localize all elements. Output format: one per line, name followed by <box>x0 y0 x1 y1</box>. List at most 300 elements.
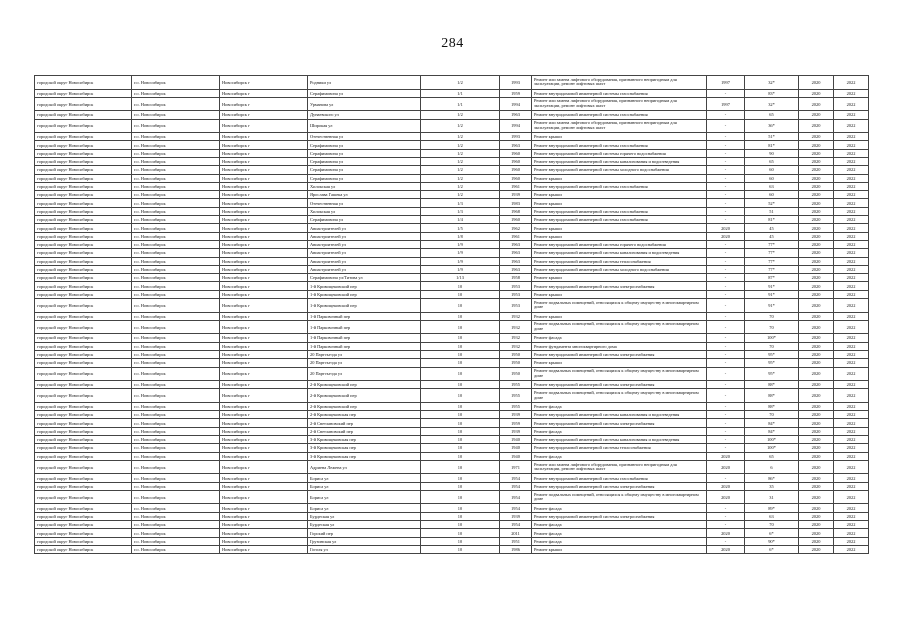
cell-last-repair-year: 2020 <box>707 460 745 474</box>
cell-municipality: городской округ Новосибирск <box>35 257 132 265</box>
cell-wear-percent: 60 <box>745 174 799 182</box>
cell-house-number: 10 <box>421 299 500 313</box>
cell-start-year: 2020 <box>799 97 834 111</box>
cell-street: Серафимовича ул <box>308 149 421 157</box>
cell-municipality: городской округ Новосибирск <box>35 157 132 165</box>
cell-start-year: 2020 <box>799 402 834 410</box>
cell-house-number: 10 <box>421 312 500 320</box>
cell-city: Новосибирск г <box>220 389 308 403</box>
cell-street: 2-й Кривощековский пер <box>308 389 421 403</box>
cell-house-number: 10 <box>421 537 500 545</box>
cell-house-number: 1/2 <box>421 149 500 157</box>
cell-street: Авиастроителей ул <box>308 224 421 232</box>
cell-start-year: 2020 <box>799 290 834 298</box>
cell-build-year: 1939 <box>500 427 532 435</box>
cell-work-type: Ремонт внутридомовой инженерной системы газоснабжения <box>532 89 707 97</box>
cell-last-repair-year: - <box>707 389 745 403</box>
cell-wear-percent: 90* <box>745 537 799 545</box>
cell-end-year: 2022 <box>834 224 869 232</box>
cell-last-repair-year: - <box>707 402 745 410</box>
cell-house-number: 1/3 <box>421 199 500 207</box>
cell-city: Новосибирск г <box>220 249 308 257</box>
cell-end-year: 2022 <box>834 381 869 389</box>
cell-end-year: 2022 <box>834 274 869 282</box>
cell-start-year: 2020 <box>799 474 834 482</box>
cell-settlement-type: г.о. Новосибирск <box>132 224 220 232</box>
cell-city: Новосибирск г <box>220 174 308 182</box>
cell-wear-percent: 60 <box>745 166 799 174</box>
cell-street: Грузинская ул <box>308 537 421 545</box>
cell-last-repair-year: - <box>707 350 745 358</box>
cell-street: Серафимовича ул/Титова ул <box>308 274 421 282</box>
cell-house-number: 1/2 <box>421 166 500 174</box>
cell-work-type: Ремонт внутридомовой инженерной системы газоснабжения <box>532 141 707 149</box>
cell-house-number: 1/2 <box>421 174 500 182</box>
cell-municipality: городской округ Новосибирск <box>35 512 132 520</box>
cell-city: Новосибирск г <box>220 149 308 157</box>
cell-municipality: городской округ Новосибирск <box>35 166 132 174</box>
cell-work-type: Ремонт внутридомовой инженерной системы газоснабжения <box>532 207 707 215</box>
cell-end-year: 2022 <box>834 240 869 248</box>
cell-build-year: 1932 <box>500 334 532 342</box>
cell-wear-percent: 91* <box>745 299 799 313</box>
cell-house-number: 1/9 <box>421 249 500 257</box>
cell-build-year: 1963 <box>500 141 532 149</box>
cell-last-repair-year: - <box>707 299 745 313</box>
table-row <box>35 512 869 520</box>
cell-municipality: городской округ Новосибирск <box>35 199 132 207</box>
cell-wear-percent: 65 <box>745 111 799 119</box>
cell-city: Новосибирск г <box>220 207 308 215</box>
cell-wear-percent: 95* <box>745 367 799 381</box>
cell-house-number: 1/4 <box>421 216 500 224</box>
cell-wear-percent: 84* <box>745 419 799 427</box>
cell-settlement-type: г.о. Новосибирск <box>132 490 220 504</box>
cell-street: Авиастроителей ул <box>308 265 421 273</box>
cell-build-year: 1954 <box>500 474 532 482</box>
cell-build-year: 1954 <box>500 504 532 512</box>
cell-house-number: 10 <box>421 334 500 342</box>
cell-street: Серафимовича ул <box>308 166 421 174</box>
cell-settlement-type: г.о. Новосибирск <box>132 166 220 174</box>
table-row <box>35 191 869 199</box>
cell-start-year: 2020 <box>799 111 834 119</box>
cell-settlement-type: г.о. Новосибирск <box>132 436 220 444</box>
cell-build-year: 1958 <box>500 274 532 282</box>
cell-build-year: 1950 <box>500 359 532 367</box>
cell-end-year: 2022 <box>834 89 869 97</box>
cell-wear-percent: 45 <box>745 224 799 232</box>
cell-wear-percent: 51 <box>745 207 799 215</box>
cell-settlement-type: г.о. Новосибирск <box>132 149 220 157</box>
cell-municipality: городской округ Новосибирск <box>35 389 132 403</box>
table-row <box>35 224 869 232</box>
cell-last-repair-year: - <box>707 521 745 529</box>
cell-work-type: Ремонт внутридомовой инженерной системы газоснабжения <box>532 182 707 190</box>
cell-city: Новосибирск г <box>220 191 308 199</box>
cell-municipality: городской округ Новосибирск <box>35 282 132 290</box>
cell-work-type: Ремонт внутридомовой инженерной системы канализования и водоотведения <box>532 411 707 419</box>
cell-settlement-type: г.о. Новосибирск <box>132 334 220 342</box>
cell-wear-percent: 88* <box>745 381 799 389</box>
cell-settlement-type: г.о. Новосибирск <box>132 427 220 435</box>
cell-build-year: 1953 <box>500 299 532 313</box>
cell-wear-percent: 100* <box>745 436 799 444</box>
cell-build-year: 1939 <box>500 191 532 199</box>
cell-end-year: 2022 <box>834 359 869 367</box>
cell-street: Серафимовича ул <box>308 141 421 149</box>
cell-start-year: 2020 <box>799 257 834 265</box>
table-row <box>35 359 869 367</box>
cell-wear-percent: 32* <box>745 97 799 111</box>
cell-wear-percent: 70 <box>745 312 799 320</box>
cell-municipality: городской округ Новосибирск <box>35 545 132 553</box>
cell-end-year: 2022 <box>834 174 869 182</box>
cell-last-repair-year: - <box>707 199 745 207</box>
cell-work-type: Ремонт подвальных помещений, относящихся к общему имуществу в многоквартирном доме <box>532 299 707 313</box>
cell-municipality: городской округ Новосибирск <box>35 490 132 504</box>
cell-street: Бориса ул <box>308 490 421 504</box>
cell-house-number: 1/9 <box>421 240 500 248</box>
table-row <box>35 521 869 529</box>
cell-street: Серафимовича ул <box>308 89 421 97</box>
cell-work-type: Ремонт внутридомовой инженерной системы газоснабжения <box>532 216 707 224</box>
cell-work-type: Ремонт подвальных помещений, относящихся к общему имуществу в многоквартирном доме <box>532 490 707 504</box>
cell-last-repair-year: - <box>707 182 745 190</box>
cell-street: 1-й Кривощековский пер <box>308 299 421 313</box>
cell-street: Бориса ул <box>308 482 421 490</box>
cell-street: Дунаевского ул <box>308 111 421 119</box>
table-row <box>35 320 869 334</box>
cell-end-year: 2022 <box>834 436 869 444</box>
cell-last-repair-year: - <box>707 427 745 435</box>
cell-settlement-type: г.о. Новосибирск <box>132 249 220 257</box>
cell-wear-percent: 65 <box>745 157 799 165</box>
table-row <box>35 312 869 320</box>
cell-end-year: 2022 <box>834 111 869 119</box>
cell-city: Новосибирск г <box>220 216 308 224</box>
cell-street: Бурдеская ул <box>308 512 421 520</box>
cell-house-number: 1/2 <box>421 119 500 133</box>
cell-work-type: Ремонт внутридомовой инженерной системы газоснабжения <box>532 111 707 119</box>
cell-build-year: 1960 <box>500 216 532 224</box>
table-row <box>35 149 869 157</box>
cell-house-number: 10 <box>421 529 500 537</box>
cell-work-type: Ремонт внутридомовой инженерной системы электроснабжения <box>532 482 707 490</box>
table-row <box>35 367 869 381</box>
cell-municipality: городской округ Новосибирск <box>35 342 132 350</box>
cell-city: Новосибирск г <box>220 157 308 165</box>
cell-municipality: городской округ Новосибирск <box>35 529 132 537</box>
cell-city: Новосибирск г <box>220 76 308 90</box>
cell-settlement-type: г.о. Новосибирск <box>132 411 220 419</box>
cell-street: 2-й Кривощековская пер <box>308 411 421 419</box>
cell-house-number: 1/1 <box>421 97 500 111</box>
cell-municipality: городской округ Новосибирск <box>35 452 132 460</box>
cell-build-year: 1968 <box>500 207 532 215</box>
cell-house-number: 10 <box>421 381 500 389</box>
cell-last-repair-year: - <box>707 119 745 133</box>
cell-work-type: Ремонт внутридомовой инженерной системы канализования и водоотведения <box>532 436 707 444</box>
cell-municipality: городской округ Новосибирск <box>35 119 132 133</box>
cell-last-repair-year: - <box>707 157 745 165</box>
cell-municipality: городской округ Новосибирск <box>35 444 132 452</box>
cell-municipality: городской округ Новосибирск <box>35 141 132 149</box>
cell-start-year: 2020 <box>799 436 834 444</box>
cell-last-repair-year: - <box>707 342 745 350</box>
cell-settlement-type: г.о. Новосибирск <box>132 89 220 97</box>
cell-settlement-type: г.о. Новосибирск <box>132 97 220 111</box>
cell-city: Новосибирск г <box>220 334 308 342</box>
cell-city: Новосибирск г <box>220 257 308 265</box>
cell-end-year: 2022 <box>834 119 869 133</box>
cell-settlement-type: г.о. Новосибирск <box>132 444 220 452</box>
cell-work-type: Ремонт фасада <box>532 529 707 537</box>
cell-city: Новосибирск г <box>220 474 308 482</box>
cell-build-year: 1950 <box>500 367 532 381</box>
table-row <box>35 350 869 358</box>
cell-house-number: 1/2 <box>421 157 500 165</box>
cell-end-year: 2022 <box>834 512 869 520</box>
cell-end-year: 2022 <box>834 521 869 529</box>
table-row <box>35 207 869 215</box>
cell-end-year: 2022 <box>834 342 869 350</box>
cell-street: 2-й Светлановский пер <box>308 419 421 427</box>
cell-settlement-type: г.о. Новосибирск <box>132 359 220 367</box>
table-row <box>35 174 869 182</box>
cell-municipality: городской округ Новосибирск <box>35 320 132 334</box>
cell-municipality: городской округ Новосибирск <box>35 224 132 232</box>
cell-wear-percent: 81* <box>745 216 799 224</box>
cell-house-number: 10 <box>421 521 500 529</box>
cell-house-number: 1/8 <box>421 232 500 240</box>
cell-start-year: 2020 <box>799 232 834 240</box>
cell-build-year: 1953 <box>500 290 532 298</box>
cell-end-year: 2022 <box>834 299 869 313</box>
cell-house-number: 10 <box>421 444 500 452</box>
cell-last-repair-year: - <box>707 312 745 320</box>
cell-build-year: 1954 <box>500 490 532 504</box>
cell-wear-percent: 87* <box>745 274 799 282</box>
cell-start-year: 2020 <box>799 490 834 504</box>
cell-municipality: городской округ Новосибирск <box>35 436 132 444</box>
cell-work-type: Ремонт фасада <box>532 537 707 545</box>
cell-house-number: 10 <box>421 359 500 367</box>
cell-city: Новосибирск г <box>220 274 308 282</box>
cell-build-year: 1962 <box>500 224 532 232</box>
cell-work-type: Ремонт крыши <box>532 312 707 320</box>
cell-municipality: городской округ Новосибирск <box>35 149 132 157</box>
cell-start-year: 2020 <box>799 299 834 313</box>
cell-work-type: Ремонт фасада <box>532 521 707 529</box>
cell-last-repair-year: - <box>707 359 745 367</box>
table-row <box>35 411 869 419</box>
cell-work-type: Ремонт внутридомовой инженерной системы горячего водоснабжения <box>532 149 707 157</box>
cell-start-year: 2020 <box>799 133 834 141</box>
cell-work-type: Ремонт подвальных помещений, относящихся к общему имуществу в многоквартирном доме <box>532 389 707 403</box>
cell-city: Новосибирск г <box>220 512 308 520</box>
cell-house-number: 1/13 <box>421 274 500 282</box>
table-row <box>35 419 869 427</box>
cell-work-type: Ремонт крыши <box>532 224 707 232</box>
cell-start-year: 2020 <box>799 350 834 358</box>
cell-last-repair-year: - <box>707 89 745 97</box>
cell-work-type: Ремонт внутридомовой инженерной системы холодного водоснабжения <box>532 265 707 273</box>
cell-start-year: 2020 <box>799 207 834 215</box>
cell-last-repair-year: 2020 <box>707 490 745 504</box>
cell-house-number: 10 <box>421 350 500 358</box>
cell-wear-percent: 70 <box>745 342 799 350</box>
cell-work-type: Ремонт крыши <box>532 232 707 240</box>
cell-start-year: 2020 <box>799 452 834 460</box>
cell-city: Новосибирск г <box>220 224 308 232</box>
cell-last-repair-year: - <box>707 166 745 174</box>
cell-settlement-type: г.о. Новосибирск <box>132 111 220 119</box>
cell-last-repair-year: - <box>707 240 745 248</box>
cell-work-type: Ремонт подвальных помещений, относящихся к общему имуществу в многоквартирном доме <box>532 320 707 334</box>
cell-wear-percent: 89* <box>745 504 799 512</box>
cell-work-type: Ремонт фундамента многоквартирного дома <box>532 342 707 350</box>
cell-last-repair-year: - <box>707 444 745 452</box>
cell-settlement-type: г.о. Новосибирск <box>132 257 220 265</box>
cell-end-year: 2022 <box>834 157 869 165</box>
cell-house-number: 10 <box>421 320 500 334</box>
cell-settlement-type: г.о. Новосибирск <box>132 76 220 90</box>
cell-end-year: 2022 <box>834 216 869 224</box>
cell-wear-percent: 90 <box>745 149 799 157</box>
cell-wear-percent: 100* <box>745 334 799 342</box>
cell-house-number: 10 <box>421 474 500 482</box>
cell-end-year: 2022 <box>834 389 869 403</box>
cell-city: Новосибирск г <box>220 141 308 149</box>
cell-build-year: 1932 <box>500 320 532 334</box>
table-row <box>35 89 869 97</box>
cell-start-year: 2020 <box>799 419 834 427</box>
cell-municipality: городской округ Новосибирск <box>35 299 132 313</box>
cell-wear-percent: 65 <box>745 452 799 460</box>
cell-settlement-type: г.о. Новосибирск <box>132 342 220 350</box>
cell-build-year: 1955 <box>500 381 532 389</box>
cell-wear-percent: 45 <box>745 232 799 240</box>
cell-city: Новосибирск г <box>220 342 308 350</box>
table-row <box>35 257 869 265</box>
cell-last-repair-year: - <box>707 381 745 389</box>
cell-wear-percent: 70 <box>745 320 799 334</box>
cell-street: 1-й Парковочный пер <box>308 320 421 334</box>
cell-work-type: Ремонт подвальных помещений, относящихся к общему имуществу в многоквартирном доме <box>532 367 707 381</box>
cell-street: 20 Партсъезда ул <box>308 350 421 358</box>
cell-city: Новосибирск г <box>220 367 308 381</box>
cell-wear-percent: 6* <box>745 529 799 537</box>
cell-settlement-type: г.о. Новосибирск <box>132 290 220 298</box>
cell-last-repair-year: - <box>707 367 745 381</box>
cell-settlement-type: г.о. Новосибирск <box>132 141 220 149</box>
cell-end-year: 2022 <box>834 350 869 358</box>
cell-start-year: 2020 <box>799 521 834 529</box>
cell-settlement-type: г.о. Новосибирск <box>132 460 220 474</box>
cell-settlement-type: г.о. Новосибирск <box>132 512 220 520</box>
cell-end-year: 2022 <box>834 312 869 320</box>
cell-municipality: городской округ Новосибирск <box>35 474 132 482</box>
cell-end-year: 2022 <box>834 474 869 482</box>
cell-house-number: 10 <box>421 490 500 504</box>
cell-wear-percent: 95* <box>745 350 799 358</box>
cell-last-repair-year: - <box>707 512 745 520</box>
cell-start-year: 2020 <box>799 529 834 537</box>
cell-build-year: 1940 <box>500 436 532 444</box>
cell-settlement-type: г.о. Новосибирск <box>132 389 220 403</box>
cell-work-type: Ремонт внутридомовой инженерной системы теплоснабжения <box>532 444 707 452</box>
cell-house-number: 1/2 <box>421 141 500 149</box>
cell-end-year: 2022 <box>834 265 869 273</box>
table-row <box>35 290 869 298</box>
cell-wear-percent: 52* <box>745 199 799 207</box>
table-row <box>35 166 869 174</box>
cell-street: Широкая ул <box>308 119 421 133</box>
cell-municipality: городской округ Новосибирск <box>35 537 132 545</box>
cell-street: Бориса ул <box>308 504 421 512</box>
cell-settlement-type: г.о. Новосибирск <box>132 482 220 490</box>
cell-municipality: городской округ Новосибирск <box>35 97 132 111</box>
cell-build-year: 1960 <box>500 166 532 174</box>
cell-last-repair-year: - <box>707 141 745 149</box>
cell-city: Новосибирск г <box>220 427 308 435</box>
cell-street: Авиастроителей ул <box>308 257 421 265</box>
cell-last-repair-year: - <box>707 207 745 215</box>
table-row <box>35 389 869 403</box>
cell-settlement-type: г.о. Новосибирск <box>132 265 220 273</box>
cell-build-year: 1953 <box>500 282 532 290</box>
cell-wear-percent: 86* <box>745 474 799 482</box>
cell-build-year: 1951 <box>500 537 532 545</box>
cell-city: Новосибирск г <box>220 182 308 190</box>
cell-work-type: Ремонт или замена лифтового оборудования, признанного непригодным для эксплуатации, ремонт лифтовых шахт <box>532 119 707 133</box>
cell-house-number: 10 <box>421 427 500 435</box>
cell-house-number: 1/2 <box>421 191 500 199</box>
cell-end-year: 2022 <box>834 419 869 427</box>
cell-municipality: городской округ Новосибирск <box>35 482 132 490</box>
cell-build-year: 1955 <box>500 402 532 410</box>
cell-work-type: Ремонт внутридомовой инженерной системы газоснабжения <box>532 474 707 482</box>
cell-municipality: городской округ Новосибирск <box>35 381 132 389</box>
table-row <box>35 529 869 537</box>
cell-municipality: городской округ Новосибирск <box>35 274 132 282</box>
cell-wear-percent: 77* <box>745 249 799 257</box>
cell-last-repair-year: - <box>707 191 745 199</box>
table-row <box>35 157 869 165</box>
cell-municipality: городской округ Новосибирск <box>35 504 132 512</box>
cell-city: Новосибирск г <box>220 166 308 174</box>
cell-street: Урманова ул <box>308 97 421 111</box>
cell-street: Авиастроителей ул <box>308 240 421 248</box>
cell-build-year: 1954 <box>500 521 532 529</box>
cell-wear-percent: 60 <box>745 191 799 199</box>
cell-end-year: 2022 <box>834 537 869 545</box>
cell-build-year: 1932 <box>500 312 532 320</box>
cell-work-type: Ремонт крыши <box>532 545 707 553</box>
cell-work-type: Ремонт крыши <box>532 359 707 367</box>
cell-wear-percent: 31 <box>745 490 799 504</box>
cell-start-year: 2020 <box>799 76 834 90</box>
cell-end-year: 2022 <box>834 411 869 419</box>
cell-wear-percent: 51* <box>745 133 799 141</box>
cell-wear-percent: 63 <box>745 512 799 520</box>
cell-city: Новосибирск г <box>220 240 308 248</box>
cell-build-year: 1986 <box>500 545 532 553</box>
cell-last-repair-year: 2020 <box>707 224 745 232</box>
cell-municipality: городской округ Новосибирск <box>35 182 132 190</box>
cell-start-year: 2020 <box>799 141 834 149</box>
